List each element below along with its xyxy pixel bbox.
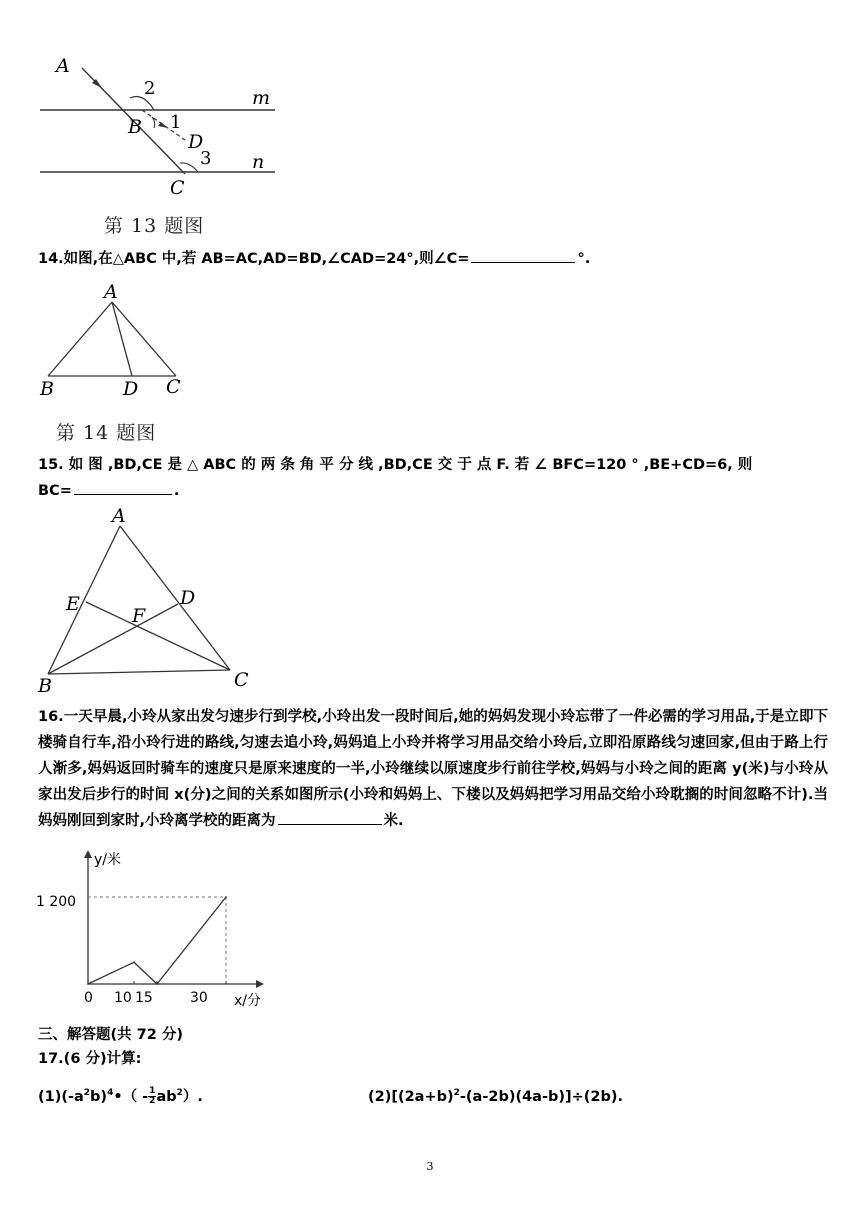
question-15-tail: . bbox=[173, 483, 180, 499]
fraction-numerator: 1 bbox=[149, 1086, 156, 1097]
expr-part: (2)[(2a+b) bbox=[368, 1088, 454, 1105]
origin-label: 0 bbox=[84, 990, 93, 1006]
expr-part: -(a-2b)(4a-b)]÷(2b). bbox=[459, 1088, 623, 1105]
figure-14-caption: 第 14 题图 bbox=[56, 422, 157, 444]
page-number: 3 bbox=[426, 1160, 434, 1173]
question-17-head: 17.(6 分)计算: bbox=[38, 1051, 142, 1067]
question-17-part-2 bbox=[368, 1080, 808, 1110]
bisector-ce bbox=[86, 602, 230, 670]
x-tick-label-15: 15 bbox=[135, 990, 153, 1006]
figure-16-graph bbox=[30, 842, 280, 1012]
label-angle-3: 3 bbox=[200, 148, 212, 169]
data-point-1 bbox=[133, 961, 135, 963]
figure-13-caption: 第 13 题图 bbox=[104, 215, 205, 237]
section-3-title: 三、解答题(共 72 分) bbox=[38, 1027, 184, 1043]
exponent: 2 bbox=[83, 1088, 91, 1098]
x-tick-label-30: 30 bbox=[190, 990, 208, 1006]
guide-lines bbox=[88, 897, 226, 984]
question-14 bbox=[38, 246, 828, 272]
y-axis-arrow bbox=[84, 850, 92, 858]
question-15-text: 15. 如 图 ,BD,CE 是 △ ABC 的 两 条 角 平 分 线 ,BD,CE 交 于 点 F. 若 ∠ BFC=120 ° ,BE+CD=6, 则 bbox=[38, 457, 753, 473]
answer-blank-14[interactable] bbox=[471, 246, 575, 263]
label-n: n bbox=[252, 151, 265, 173]
question-16-tail: 米. bbox=[383, 813, 404, 829]
x-axis-label: x/分 bbox=[234, 993, 262, 1009]
y-tick-label: 1 200 bbox=[36, 894, 77, 910]
label-A: A bbox=[112, 505, 126, 527]
series-line bbox=[88, 897, 226, 984]
question-15 bbox=[38, 452, 828, 504]
exponent: 2 bbox=[453, 1088, 460, 1098]
label-angle-1: 1 bbox=[170, 112, 182, 133]
side-ac bbox=[120, 526, 230, 670]
label-D: D bbox=[180, 587, 196, 609]
question-14-tail: °. bbox=[577, 251, 591, 267]
label-D: D bbox=[188, 131, 204, 153]
label-B: B bbox=[40, 378, 54, 400]
fraction-denominator: 2 bbox=[149, 1096, 156, 1107]
label-D: D bbox=[123, 378, 139, 400]
y-axis-label: y/米 bbox=[94, 852, 122, 868]
data-point-0 bbox=[87, 983, 89, 985]
side-ab bbox=[48, 526, 120, 674]
expr-part: ab bbox=[156, 1088, 177, 1105]
label-C: C bbox=[170, 177, 185, 199]
answer-blank-15[interactable] bbox=[74, 478, 172, 495]
question-16 bbox=[38, 704, 828, 834]
question-14-text: 14.如图,在△ABC 中,若 AB=AC,AD=BD,∠CAD=24°,则∠C= bbox=[38, 251, 470, 267]
question-16-text: 16.一天早晨,小玲从家出发匀速步行到学校,小玲出发一段时间后,她的妈妈发现小玲忘带了一件必需的学习用品,于是立即下楼骑自行车,沿小玲行进的路线,匀速去追小玲,妈妈追上小玲并将学习用品交给小玲后,立即沿原路线匀速回家,但由于路上行人渐多,妈妈返回时骑车的速度只是原来速度的一半,小玲继续以原速度步行前往学校,妈妈与小玲之间的距离 y(米)与小玲从家出发后步行的时间 x(分)之间的关系如图所示(小玲和妈妈上、下楼以及妈妈把学习用品交给小玲耽搁的时间忽略不计).当妈妈刚回到家时,小玲离学校的距离为 bbox=[38, 709, 828, 829]
expr-part: b) bbox=[90, 1088, 108, 1105]
x-axis-arrow bbox=[256, 980, 264, 988]
label-B: B bbox=[38, 675, 52, 694]
expr-part: •（ - bbox=[113, 1088, 149, 1105]
question-17-part-1 bbox=[38, 1080, 358, 1110]
label-m: m bbox=[252, 87, 271, 109]
exponent: 4 bbox=[107, 1088, 114, 1098]
label-C: C bbox=[166, 376, 181, 398]
data-point-2 bbox=[156, 983, 158, 985]
side-ab bbox=[48, 302, 112, 376]
label-angle-2: 2 bbox=[144, 78, 156, 99]
x-tick-label-10: 10 bbox=[114, 990, 132, 1006]
expr-part: (1)(-a bbox=[38, 1088, 84, 1105]
figure-15 bbox=[30, 502, 270, 694]
label-C: C bbox=[234, 669, 249, 691]
expr-part: ）. bbox=[182, 1088, 203, 1105]
label-E: E bbox=[66, 593, 80, 615]
label-A: A bbox=[56, 55, 70, 77]
data-point-3 bbox=[225, 896, 227, 898]
figure-13 bbox=[30, 40, 290, 200]
graph-axes bbox=[84, 850, 264, 988]
label-A: A bbox=[104, 281, 118, 303]
label-F: F bbox=[132, 605, 146, 627]
label-B: B bbox=[128, 116, 142, 138]
side-bc bbox=[48, 670, 230, 674]
figure-14 bbox=[30, 280, 200, 400]
answer-blank-16[interactable] bbox=[278, 808, 382, 825]
data-points bbox=[87, 896, 227, 985]
exponent: 2 bbox=[176, 1088, 183, 1098]
question-15-line2: BC= bbox=[38, 483, 72, 499]
